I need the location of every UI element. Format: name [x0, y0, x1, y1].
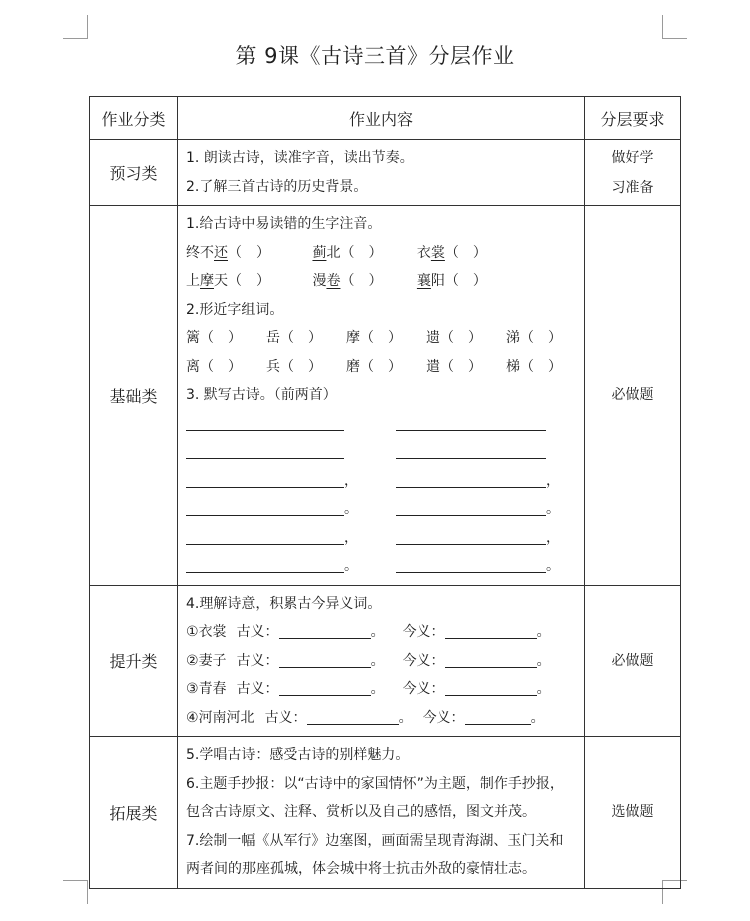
word-item: 遗（ ） — [426, 330, 482, 346]
page-title: 第 9课《古诗三首》分层作业 — [235, 44, 515, 68]
requirement-cell: 必做题 — [585, 585, 681, 737]
word-meaning-line: ③青春 古义： 。 今义： 。 — [186, 681, 551, 697]
answer-blank[interactable] — [445, 622, 537, 639]
pinyin-item: 上摩天（ ） — [186, 273, 270, 289]
preview-row — [90, 140, 681, 206]
category-cell: 提升类 — [90, 585, 178, 737]
text-line: 2.了解三首古诗的历史背景。 — [186, 178, 368, 195]
pinyin-item: 衣裳（ ） — [416, 244, 487, 261]
text-line: 包含古诗原文、注释、赏析以及自己的感悟，图文并茂。 — [186, 804, 536, 820]
requirement-cell: 选做题 — [585, 737, 681, 889]
answer-blank[interactable] — [186, 499, 344, 516]
text-line: 7.绘制一幅《从军行》边塞图，画面需呈现青海湖、玉门关和 — [186, 832, 564, 849]
answer-blank[interactable] — [186, 414, 344, 431]
question-text: 1.给古诗中易读错的生字注音。 — [186, 216, 382, 232]
answer-blank[interactable] — [279, 679, 371, 696]
crop-mark — [662, 38, 687, 39]
question-text: 2.形近字组词。 — [186, 301, 284, 318]
word-meaning-line: ①衣裳 古义： 。 今义： 。 — [186, 624, 551, 640]
answer-blank[interactable] — [307, 708, 399, 725]
crop-mark — [63, 880, 88, 881]
crop-mark — [87, 15, 88, 39]
basic-row — [90, 206, 681, 586]
header-content: 作业内容 — [178, 97, 585, 140]
answer-blank[interactable] — [396, 414, 546, 431]
answer-blank[interactable] — [279, 622, 371, 639]
word-item: 摩（ ） — [346, 330, 402, 346]
question-text: 3. 默写古诗。（前两首） — [186, 387, 337, 403]
header-row — [90, 97, 681, 140]
requirement-cell — [585, 140, 681, 206]
advanced-row — [90, 585, 681, 737]
answer-blank[interactable] — [396, 471, 546, 488]
text-line: 两者间的那座孤城，体会城中将士抗击外敌的豪情壮志。 — [186, 861, 536, 877]
poem-line — [186, 438, 584, 467]
text-line: 1. 朗读古诗，读准字音，读出节奏。 — [186, 150, 414, 166]
answer-blank[interactable] — [465, 708, 531, 725]
content-cell — [178, 140, 585, 206]
poem-line: ， ， — [186, 467, 584, 496]
answer-blank[interactable] — [396, 528, 546, 545]
word-item: 涕（ ） — [506, 330, 562, 346]
answer-blank[interactable] — [396, 442, 546, 459]
requirement-text: 做好学习准备 — [611, 149, 654, 196]
header-requirement: 分层要求 — [585, 97, 681, 140]
word-item: 兵（ ） — [266, 358, 322, 375]
category-cell: 拓展类 — [90, 737, 178, 889]
answer-blank[interactable] — [396, 556, 546, 573]
word-meaning-line: ②妻子 古义： 。 今义： 。 — [186, 652, 551, 669]
pinyin-row — [186, 239, 584, 268]
word-meaning-line: ④河南河北 古义： 。 今义： 。 — [186, 709, 545, 726]
poem-line: ， ， — [186, 524, 584, 553]
answer-blank[interactable] — [396, 499, 546, 516]
requirement-cell: 必做题 — [585, 206, 681, 586]
poem-line: 。 。 — [186, 552, 584, 581]
pinyin-item: 蓟北（ ） — [312, 244, 383, 261]
content-cell — [178, 585, 585, 737]
crop-mark — [87, 880, 88, 904]
word-item: 磨（ ） — [346, 358, 402, 375]
word-item: 岳（ ） — [266, 330, 322, 346]
word-item: 篱（ ） — [186, 330, 242, 346]
answer-blank[interactable] — [445, 651, 537, 668]
text-line: 5.学唱古诗：感受古诗的别样魅力。 — [186, 747, 410, 763]
answer-blank[interactable] — [445, 679, 537, 696]
content-cell — [178, 206, 585, 586]
word-row — [186, 353, 584, 382]
answer-blank[interactable] — [186, 471, 344, 488]
category-cell: 基础类 — [90, 206, 178, 586]
pinyin-row — [186, 267, 584, 296]
pinyin-item: 漫卷（ ） — [312, 273, 383, 289]
answer-blank[interactable] — [279, 651, 371, 668]
word-item: 遣（ ） — [426, 358, 482, 375]
text-line: 6.主题手抄报：以“古诗中的家国情怀”为主题，制作手抄报， — [186, 775, 564, 792]
word-row — [186, 324, 584, 353]
poem-line: 。 。 — [186, 495, 584, 524]
word-item: 离（ ） — [186, 358, 242, 375]
header-category: 作业分类 — [90, 97, 178, 140]
word-item: 梯（ ） — [506, 358, 562, 375]
pinyin-item: 终不还（ ） — [186, 244, 270, 261]
homework-table — [89, 96, 681, 889]
crop-mark — [662, 15, 663, 39]
crop-mark — [63, 38, 88, 39]
category-cell: 预习类 — [90, 140, 178, 206]
answer-blank[interactable] — [186, 556, 344, 573]
answer-blank[interactable] — [186, 528, 344, 545]
poem-line — [186, 410, 584, 439]
question-text: 4.理解诗意，积累古今异义词。 — [186, 595, 382, 612]
answer-blank[interactable] — [186, 442, 344, 459]
extension-row — [90, 737, 681, 889]
pinyin-item: 襄阳（ ） — [416, 273, 487, 289]
content-cell — [178, 737, 585, 889]
